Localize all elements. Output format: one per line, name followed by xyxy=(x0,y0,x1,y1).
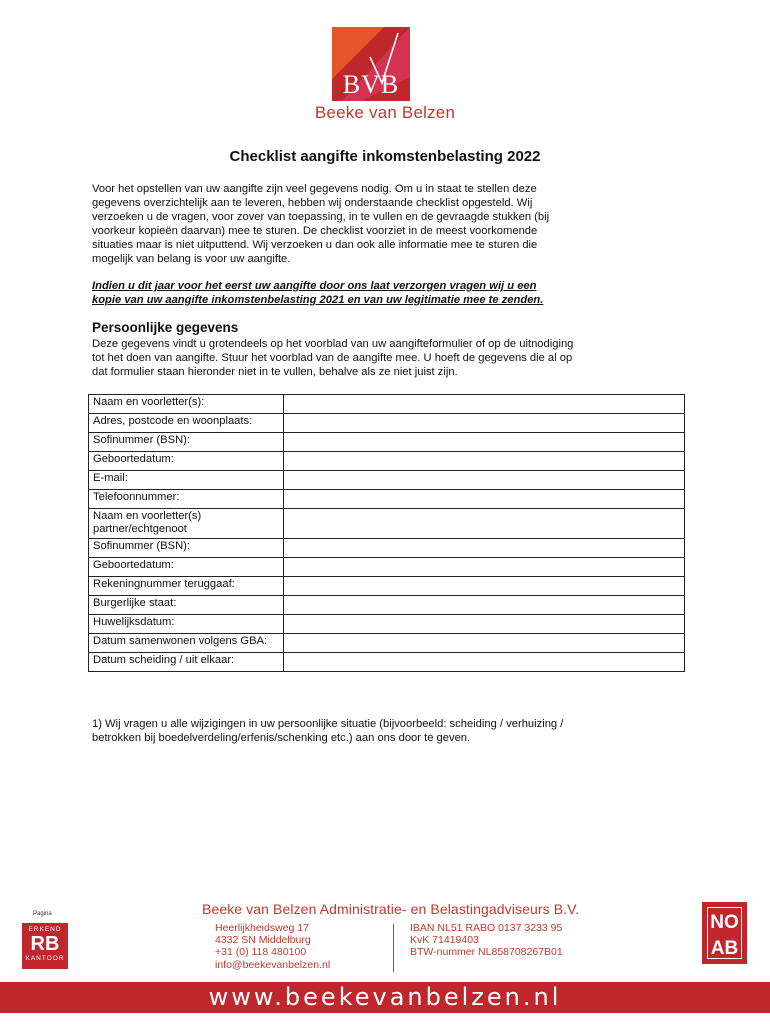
field-value[interactable] xyxy=(284,633,685,652)
erkend-top-text: ERKEND xyxy=(28,926,62,933)
field-value[interactable] xyxy=(284,652,685,671)
email-link[interactable]: info@beekevanbelzen.nl xyxy=(215,958,331,971)
page-label: Pagina xyxy=(33,911,52,917)
field-label: Sofinummer (BSN): xyxy=(89,538,284,557)
table-row xyxy=(89,595,685,614)
table-row xyxy=(89,414,685,433)
intro-line: mogelijk van belang is voor uw aangifte. xyxy=(92,252,291,265)
field-label: Adres, postcode en woonplaats: xyxy=(89,414,284,433)
intro-line: situaties maar is niet uitputtend. Wij verzoeken u dan ook alle informatie mee te sturen die xyxy=(92,238,538,251)
field-label: Geboortedatum: xyxy=(89,452,284,471)
intro-line: verzoeken u de vragen, voor zover van toepassing, in te vullen en de gevraagde stukken (bij xyxy=(92,210,550,223)
field-label: Telefoonnummer: xyxy=(89,490,284,509)
field-value[interactable] xyxy=(284,576,685,595)
table-row xyxy=(89,509,685,539)
section-line: Deze gegevens vindt u grotendeels op het voorblad van uw aangifteformulier of op de uitnodiging xyxy=(92,338,574,350)
logo-monogram: BVB xyxy=(342,70,400,99)
table-row xyxy=(89,614,685,633)
section-line: tot het doen van aangifte. Stuur het voorblad van de aangifte mee. U hoeft de gegevens die al op xyxy=(92,351,573,364)
table-row xyxy=(89,452,685,471)
field-label: Sofinummer (BSN): xyxy=(89,433,284,452)
field-label: Datum samenwonen volgens GBA: xyxy=(89,633,284,652)
address-line: 4332 SN Middelburg xyxy=(215,934,311,947)
kvk-line: KvK 71419403 xyxy=(410,934,479,947)
field-label: Geboortedatum: xyxy=(89,557,284,576)
table-row xyxy=(89,395,685,414)
field-value[interactable] xyxy=(284,557,685,576)
website-banner[interactable]: www.beekevanbelzen.nl xyxy=(0,982,770,1013)
field-value[interactable] xyxy=(284,509,685,539)
field-value[interactable] xyxy=(284,433,685,452)
notice-line: Indien u dit jaar voor het eerst uw aangifte door ons laat verzorgen vragen wij u een xyxy=(92,280,537,292)
field-value[interactable] xyxy=(284,414,685,433)
table-row xyxy=(89,633,685,652)
btw-line: BTW-nummer NL858708267B01 xyxy=(410,946,563,959)
field-label: E-mail: xyxy=(89,471,284,490)
field-label: Huwelijksdatum: xyxy=(89,614,284,633)
section-text xyxy=(92,338,687,380)
field-label: Burgerlijke staat: xyxy=(89,595,284,614)
iban-line: IBAN NL51 RABO 0137 3233 95 xyxy=(410,922,563,934)
field-label: Naam en voorletter(s) partner/echtgenoot xyxy=(89,509,284,539)
field-value[interactable] xyxy=(284,595,685,614)
table-row xyxy=(89,471,685,490)
field-label: Naam en voorletter(s): xyxy=(89,395,284,414)
field-value[interactable] xyxy=(284,452,685,471)
table-row xyxy=(89,490,685,509)
section-heading: Persoonlijke gegevens xyxy=(92,320,239,335)
footer-divider xyxy=(393,924,394,972)
field-value[interactable] xyxy=(284,471,685,490)
field-value[interactable] xyxy=(284,490,685,509)
noab-bottom-text: AB xyxy=(710,938,739,959)
erkend-mark: RB xyxy=(30,933,60,955)
phone-number: +31 (0) 118 480100 xyxy=(215,946,307,959)
table-row xyxy=(89,433,685,452)
logo-name: Beeke van Belzen xyxy=(314,103,456,122)
footer-company-name: Beeke van Belzen Administratie- en Belastingadviseurs B.V. xyxy=(202,901,580,917)
footnote xyxy=(92,718,687,746)
footnote-line: betrokken bij boedelverdeling/erfenis/schenking etc.) aan ons door te geven. xyxy=(92,731,471,744)
intro-line: gegevens overzichtelijk aan te leveren, hebben wij onderstaande checklist opgesteld. Wij xyxy=(92,196,533,209)
footer-address xyxy=(215,922,330,971)
erkend-bottom-text: KANTOOR xyxy=(25,955,65,962)
document-title: Checklist aangifte inkomstenbelasting 2022 xyxy=(229,148,541,165)
intro-line: voorkeur kopieën daarvan) mee te sturen. De checklist voorziet in de meest voorkomende xyxy=(92,224,538,237)
table-row xyxy=(89,576,685,595)
field-value[interactable] xyxy=(284,538,685,557)
first-time-notice xyxy=(92,280,652,308)
intro-line: Voor het opstellen van uw aangifte zijn veel gegevens nodig. Om u in staat te stellen deze xyxy=(92,183,537,195)
noab-logo xyxy=(702,902,747,964)
field-label: Rekeningnummer teruggaaf: xyxy=(89,576,284,595)
field-value[interactable] xyxy=(284,614,685,633)
noab-top-text: NO xyxy=(710,912,739,933)
field-label: Datum scheiding / uit elkaar: xyxy=(89,652,284,671)
table-row xyxy=(89,652,685,671)
footer-registration xyxy=(410,922,563,959)
table-row xyxy=(89,557,685,576)
erkend-rb-kantoor-logo xyxy=(22,923,68,969)
address-line: Heerlijkheidsweg 17 xyxy=(215,922,309,934)
notice-line: kopie van uw aangifte inkomstenbelasting 2021 en van uw legitimatie mee te zenden. xyxy=(92,293,544,306)
footnote-line: 1) Wij vragen u alle wijzigingen in uw persoonlijke situatie (bijvoorbeeld: scheiding / verhuizing / xyxy=(92,718,564,730)
table-row xyxy=(89,538,685,557)
intro-paragraph xyxy=(92,183,687,266)
personal-data-table xyxy=(88,394,685,672)
field-value[interactable] xyxy=(284,395,685,414)
bvb-logo xyxy=(332,27,410,101)
section-line: dat formulier staan hieronder niet in te vullen, behalve als ze niet juist zijn. xyxy=(92,365,458,378)
